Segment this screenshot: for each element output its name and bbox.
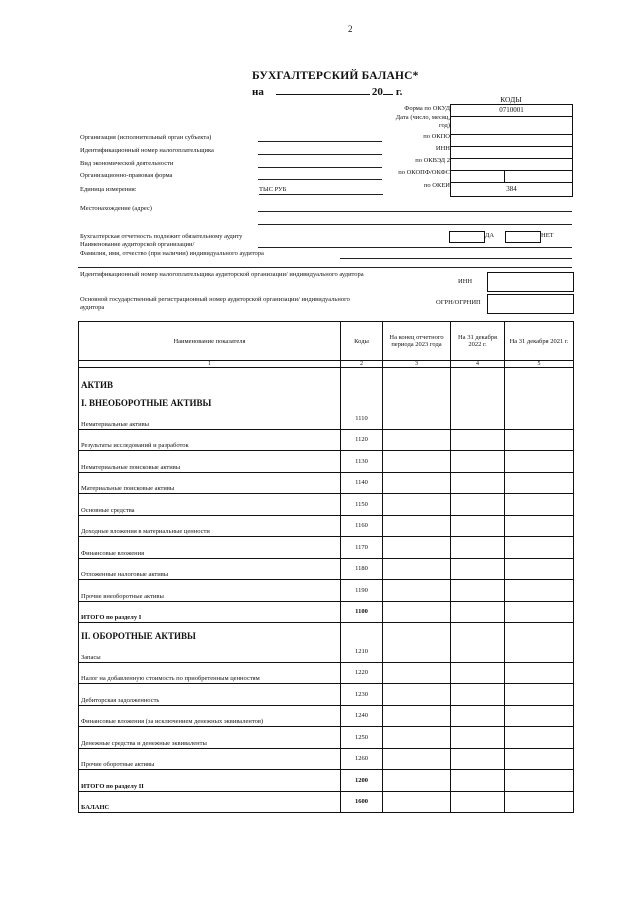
date-value[interactable] bbox=[451, 117, 572, 135]
value-2022[interactable] bbox=[451, 601, 505, 623]
section1-heading-row bbox=[79, 390, 574, 408]
value-2022[interactable] bbox=[451, 748, 505, 770]
table-row bbox=[79, 537, 574, 559]
table-row bbox=[79, 705, 574, 727]
section1-total-row bbox=[79, 601, 574, 623]
aktiv-heading-row bbox=[79, 368, 574, 391]
row-code: 1130 bbox=[341, 451, 383, 473]
codes-box bbox=[450, 104, 573, 197]
value-2021[interactable] bbox=[505, 580, 574, 602]
row-name: Нематериальные поисковые активы bbox=[79, 451, 341, 473]
value-2022[interactable] bbox=[451, 684, 505, 706]
section1-title: I. ВНЕОБОРОТНЫЕ АКТИВЫ bbox=[81, 398, 212, 408]
table-row bbox=[79, 494, 574, 516]
value-2021[interactable] bbox=[505, 727, 574, 749]
value-2023[interactable] bbox=[383, 494, 451, 516]
document-title: БУХГАЛТЕРСКИЙ БАЛАНС* bbox=[252, 70, 419, 82]
balance-total-row bbox=[79, 791, 574, 813]
unit-label: Единица измерения: bbox=[80, 186, 137, 193]
table-row bbox=[79, 451, 574, 473]
balance-table bbox=[78, 321, 574, 813]
section1-total-code: 1100 bbox=[341, 601, 383, 623]
row-code: 1110 bbox=[341, 408, 383, 429]
audit-yes-checkbox[interactable] bbox=[449, 231, 485, 243]
okud-value[interactable]: 0710001 bbox=[451, 105, 572, 117]
date-code-label: Дата (число, месяц, год) bbox=[395, 114, 450, 129]
value-2022[interactable] bbox=[451, 662, 505, 684]
row-name: Прочие оборотные активы bbox=[79, 748, 341, 770]
auditor-ogrn-short: ОГРН/ОГРНИП bbox=[436, 299, 481, 306]
date-line bbox=[252, 85, 402, 98]
inn-code-label: ИНН bbox=[435, 145, 450, 152]
auditor-name-field-1[interactable] bbox=[258, 247, 572, 248]
codes-header: КОДЫ bbox=[500, 95, 522, 104]
table-row bbox=[79, 580, 574, 602]
value-2022[interactable] bbox=[451, 494, 505, 516]
value-2022[interactable] bbox=[451, 408, 505, 429]
address-field-line-2[interactable] bbox=[258, 224, 572, 225]
value-2022[interactable] bbox=[451, 770, 505, 792]
table-row bbox=[79, 558, 574, 580]
value-2021[interactable] bbox=[505, 662, 574, 684]
row-name: Налог на добавленную стоимость по приобретенным ценностям bbox=[79, 662, 341, 684]
inn-value[interactable] bbox=[451, 147, 572, 159]
row-name: Доходные вложения в материальные ценности bbox=[79, 515, 341, 537]
row-name: Нематериальные активы bbox=[79, 408, 341, 429]
col-header-2022: На 31 декабря 2022 г. bbox=[451, 322, 505, 361]
row-code: 1190 bbox=[341, 580, 383, 602]
table-row bbox=[79, 472, 574, 494]
okei-label: по ОКЕИ bbox=[423, 182, 450, 189]
section2-total-code: 1200 bbox=[341, 770, 383, 792]
auditor-ogrn-field[interactable] bbox=[487, 294, 574, 314]
okved-label: по ОКВЭД 2 bbox=[415, 157, 450, 164]
value-2023[interactable] bbox=[383, 558, 451, 580]
table-row bbox=[79, 641, 574, 662]
value-2021[interactable] bbox=[505, 408, 574, 429]
audit-question: Бухгалтерская отчетность подлежит обязательному аудиту bbox=[80, 233, 243, 240]
address-field-line-1[interactable] bbox=[258, 211, 572, 212]
value-2023[interactable] bbox=[383, 684, 451, 706]
table-row bbox=[79, 408, 574, 429]
row-name: Денежные средства и денежные эквиваленты bbox=[79, 727, 341, 749]
row-code: 1140 bbox=[341, 472, 383, 494]
value-2022[interactable] bbox=[451, 705, 505, 727]
legal-form-label: Организационно-правовая форма bbox=[80, 172, 173, 179]
row-code: 1210 bbox=[341, 641, 383, 662]
value-2022[interactable] bbox=[451, 451, 505, 473]
okud-label: Форма по ОКУД bbox=[404, 105, 450, 112]
row-code: 1150 bbox=[341, 494, 383, 516]
okei-value[interactable]: 384 bbox=[506, 185, 517, 193]
col-number: 1 bbox=[79, 361, 341, 368]
value-2023[interactable] bbox=[383, 515, 451, 537]
org-label: Организация (исполнительный орган субъекта) bbox=[80, 134, 212, 141]
value-2023[interactable] bbox=[383, 748, 451, 770]
value-2023[interactable] bbox=[383, 451, 451, 473]
row-code: 1250 bbox=[341, 727, 383, 749]
value-2023[interactable] bbox=[383, 429, 451, 451]
value-2022[interactable] bbox=[451, 429, 505, 451]
aktiv-heading: АКТИВ bbox=[81, 380, 114, 390]
value-2023[interactable] bbox=[383, 791, 451, 813]
value-2022[interactable] bbox=[451, 727, 505, 749]
value-2021[interactable] bbox=[505, 684, 574, 706]
value-2021[interactable] bbox=[505, 705, 574, 727]
value-2021[interactable] bbox=[505, 791, 574, 813]
value-2022[interactable] bbox=[451, 515, 505, 537]
balance-total-code: 1600 bbox=[341, 791, 383, 813]
auditor-name-field-2[interactable] bbox=[340, 258, 572, 259]
col-header-2021: На 31 декабря 2021 г. bbox=[505, 322, 574, 361]
value-2023[interactable] bbox=[383, 705, 451, 727]
taxpayer-id-label: Идентификационный номер налогоплательщика bbox=[80, 147, 214, 154]
value-2023[interactable] bbox=[383, 727, 451, 749]
auditor-name-label-2: Фамилия, имя, отчество (при наличии) индивидуального аудитора bbox=[80, 250, 264, 257]
okopf-value[interactable] bbox=[451, 171, 572, 183]
value-2022[interactable] bbox=[451, 641, 505, 662]
col-number: 5 bbox=[505, 361, 574, 368]
table-row bbox=[79, 684, 574, 706]
col-number: 4 bbox=[451, 361, 505, 368]
activity-label: Вид экономической деятельности bbox=[80, 160, 174, 167]
value-2023[interactable] bbox=[383, 472, 451, 494]
col-number: 2 bbox=[341, 361, 383, 368]
address-label: Местонахождение (адрес) bbox=[80, 205, 152, 212]
row-code: 1220 bbox=[341, 662, 383, 684]
value-2023[interactable] bbox=[383, 408, 451, 429]
row-name: Основные средства bbox=[79, 494, 341, 516]
year-field[interactable] bbox=[383, 85, 393, 95]
value-2021[interactable] bbox=[505, 451, 574, 473]
value-2023[interactable] bbox=[383, 580, 451, 602]
value-2021[interactable] bbox=[505, 601, 574, 623]
section2-total-label: ИТОГО по разделу II bbox=[79, 770, 341, 792]
value-2023[interactable] bbox=[383, 601, 451, 623]
audit-no-label: НЕТ bbox=[541, 232, 554, 239]
value-2021[interactable] bbox=[505, 558, 574, 580]
table-header-row bbox=[79, 322, 574, 361]
okpo-label: по ОКПО bbox=[423, 133, 450, 140]
auditor-name-field-3[interactable] bbox=[78, 267, 572, 268]
value-2021[interactable] bbox=[505, 515, 574, 537]
auditor-ogrn-label: Основной государственный регистрационный номер аудиторской организации/ индивидуального аудитора bbox=[80, 296, 350, 311]
date-prefix: на bbox=[252, 86, 264, 98]
row-name: Дебиторская задолженность bbox=[79, 684, 341, 706]
auditor-inn-label: Идентификационный номер налогоплательщика аудиторской организации/ индивидуального аудитора bbox=[80, 271, 364, 278]
value-2022[interactable] bbox=[451, 791, 505, 813]
year-prefix: 20 bbox=[371, 86, 383, 98]
table-row bbox=[79, 515, 574, 537]
table-row bbox=[79, 429, 574, 451]
row-name: Запасы bbox=[79, 641, 341, 662]
value-2021[interactable] bbox=[505, 641, 574, 662]
auditor-inn-short: ИНН bbox=[458, 278, 473, 285]
section2-heading-row bbox=[79, 623, 574, 642]
row-name: Финансовые вложения bbox=[79, 537, 341, 559]
value-2022[interactable] bbox=[451, 558, 505, 580]
value-2021[interactable] bbox=[505, 748, 574, 770]
legal-form-field[interactable] bbox=[258, 179, 382, 180]
section2-total-row bbox=[79, 770, 574, 792]
okpo-value[interactable] bbox=[451, 135, 572, 147]
row-code: 1180 bbox=[341, 558, 383, 580]
section2-title: II. ОБОРОТНЫЕ АКТИВЫ bbox=[81, 631, 196, 641]
row-code: 1170 bbox=[341, 537, 383, 559]
row-code: 1160 bbox=[341, 515, 383, 537]
okopf-label: по ОКОПФ/ОКФС bbox=[398, 169, 450, 176]
column-number-row bbox=[79, 361, 574, 368]
date-field[interactable] bbox=[276, 85, 370, 95]
table-row bbox=[79, 662, 574, 684]
org-field[interactable] bbox=[258, 141, 382, 142]
value-2021[interactable] bbox=[505, 429, 574, 451]
activity-field[interactable] bbox=[258, 167, 382, 168]
row-code: 1240 bbox=[341, 705, 383, 727]
value-2022[interactable] bbox=[451, 537, 505, 559]
value-2023[interactable] bbox=[383, 641, 451, 662]
row-code: 1120 bbox=[341, 429, 383, 451]
row-name: Материальные поисковые активы bbox=[79, 472, 341, 494]
auditor-inn-field[interactable] bbox=[487, 272, 574, 292]
auditor-name-label-1: Наименование аудиторской организации/ bbox=[80, 241, 195, 248]
row-name: Финансовые вложения (за исключением денежных эквивалентов) bbox=[79, 705, 341, 727]
balance-total-label: БАЛАНС bbox=[79, 791, 341, 813]
row-name: Прочие внеоборотные активы bbox=[79, 580, 341, 602]
okved-value[interactable] bbox=[451, 159, 572, 171]
value-2023[interactable] bbox=[383, 537, 451, 559]
value-2023[interactable] bbox=[383, 770, 451, 792]
value-2021[interactable] bbox=[505, 537, 574, 559]
table-row bbox=[79, 748, 574, 770]
row-code: 1230 bbox=[341, 684, 383, 706]
taxpayer-id-field[interactable] bbox=[258, 154, 382, 155]
table-row bbox=[79, 727, 574, 749]
section1-total-label: ИТОГО по разделу I bbox=[79, 601, 341, 623]
col-header-codes: Коды bbox=[341, 322, 383, 361]
col-header-2023: На конец отчетного периода 2023 года bbox=[383, 322, 451, 361]
row-name: Результаты исследований и разработок bbox=[79, 429, 341, 451]
value-2023[interactable] bbox=[383, 662, 451, 684]
col-header-name: Наименование показателя bbox=[79, 322, 341, 361]
page-number: 2 bbox=[348, 24, 353, 34]
value-2021[interactable] bbox=[505, 494, 574, 516]
row-code: 1260 bbox=[341, 748, 383, 770]
row-name: Отложенные налоговые активы bbox=[79, 558, 341, 580]
date-suffix: г. bbox=[395, 86, 403, 98]
unit-value[interactable]: ТЫС РУБ bbox=[259, 186, 383, 195]
value-2021[interactable] bbox=[505, 472, 574, 494]
audit-yes-label: ДА bbox=[485, 232, 495, 239]
audit-no-checkbox[interactable] bbox=[505, 231, 541, 243]
value-2021[interactable] bbox=[505, 770, 574, 792]
value-2022[interactable] bbox=[451, 472, 505, 494]
col-number: 3 bbox=[383, 361, 451, 368]
value-2022[interactable] bbox=[451, 580, 505, 602]
